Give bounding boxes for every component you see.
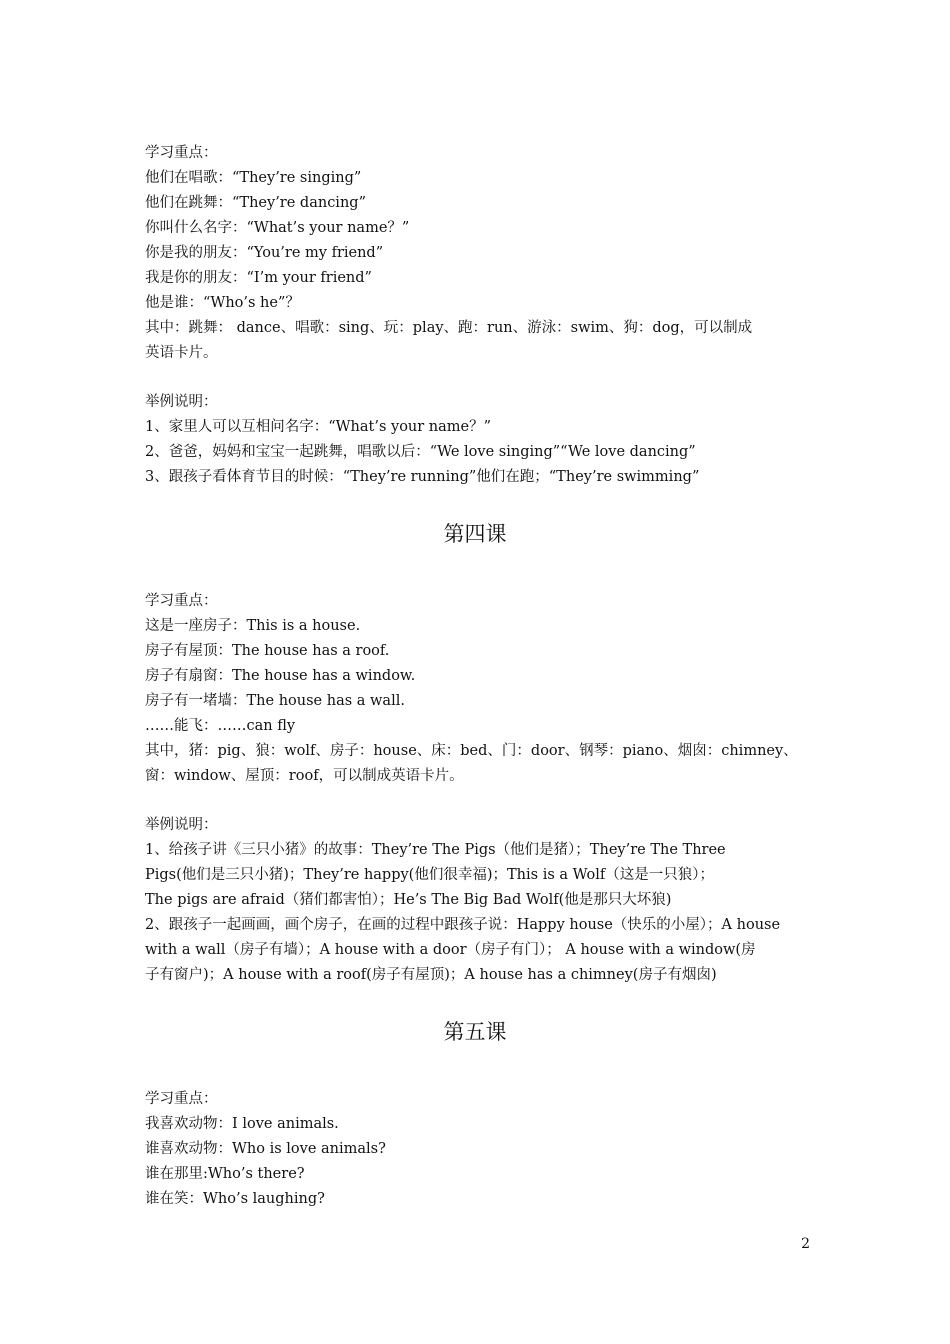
example-line: 1、给孩子讲《三只小猪》的故事：They’re The Pigs（他们是猪）；They’re The Three (145, 842, 726, 858)
key-point-line: 房子有扇窗：The house has a window. (145, 668, 416, 684)
example-line: 子有窗户)；A house with a roof(房子有屋顶)；A house has a chimney(房子有烟囱) (145, 967, 717, 983)
examples-label: 举例说明： (145, 394, 218, 410)
key-point-line: 他们在唱歌：“They’re singing” (145, 170, 362, 186)
key-points-label: 学习重点： (145, 1091, 218, 1107)
vocabulary-line: 英语卡片。 (145, 345, 218, 361)
examples-label: 举例说明： (145, 817, 218, 833)
key-point-line: 这是一座房子：This is a house. (145, 618, 361, 634)
page-number: 2 (801, 1236, 810, 1252)
vocabulary-line: 其中：跳舞： dance、唱歌：sing、玩：play、跑：run、游泳：swim、狗：dog，可以制成 (145, 320, 753, 336)
example-line: 3、跟孩子看体育节目的时候：“They’re running”他们在跑；“They’re swimming” (145, 469, 700, 485)
key-point-line: ……能飞：……can fly (145, 718, 296, 734)
key-point-line: 我是你的朋友：“I’m your friend” (145, 270, 372, 286)
lesson-heading: 第五课 (443, 1020, 507, 1044)
vocabulary-line: 其中，猪：pig、狼：wolf、房子：house、床：bed、门：door、钢琴：piano、烟囱：chimney、 (145, 743, 798, 759)
key-point-line: 我喜欢动物：I love animals. (145, 1116, 339, 1132)
key-points-label: 学习重点： (145, 593, 218, 609)
example-line: Pigs(他们是三只小猪)；They’re happy(他们很幸福)；This is a Wolf（这是一只狼）； (145, 867, 715, 883)
key-point-line: 房子有一堵墙：The house has a wall. (145, 693, 405, 709)
example-line: with a wall（房子有墙）；A house with a door（房子有门）； A house with a window(房 (145, 942, 756, 958)
key-point-line: 你是我的朋友：“You’re my friend” (145, 245, 384, 261)
key-point-line: 房子有屋顶：The house has a roof. (145, 643, 390, 659)
key-point-line: 谁在笑：Who’s laughing? (145, 1191, 325, 1207)
key-point-line: 他是谁：“Who’s he”？ (145, 295, 300, 311)
key-point-line: 他们在跳舞：“They’re dancing” (145, 195, 366, 211)
key-point-line: 谁喜欢动物：Who is love animals? (145, 1141, 386, 1157)
vocabulary-line: 窗：window、屋顶：roof，可以制成英语卡片。 (145, 768, 464, 784)
key-point-line: 谁在那里:Who’s there? (145, 1166, 305, 1182)
example-line: 1、家里人可以互相问名字：“What’s your name？” (145, 419, 492, 435)
example-line: The pigs are afraid（猪们都害怕）；He’s The Big Bad Wolf(他是那只大坏狼) (145, 892, 672, 908)
example-line: 2、跟孩子一起画画，画个房子，在画的过程中跟孩子说：Happy house（快乐的小屋）；A house (145, 917, 781, 933)
example-line: 2、爸爸，妈妈和宝宝一起跳舞，唱歌以后：“We love singing”“We love dancing” (145, 444, 696, 460)
lesson-heading: 第四课 (443, 522, 507, 546)
key-points-label: 学习重点： (145, 145, 218, 161)
key-point-line: 你叫什么名字：“What’s your name？” (145, 220, 410, 236)
